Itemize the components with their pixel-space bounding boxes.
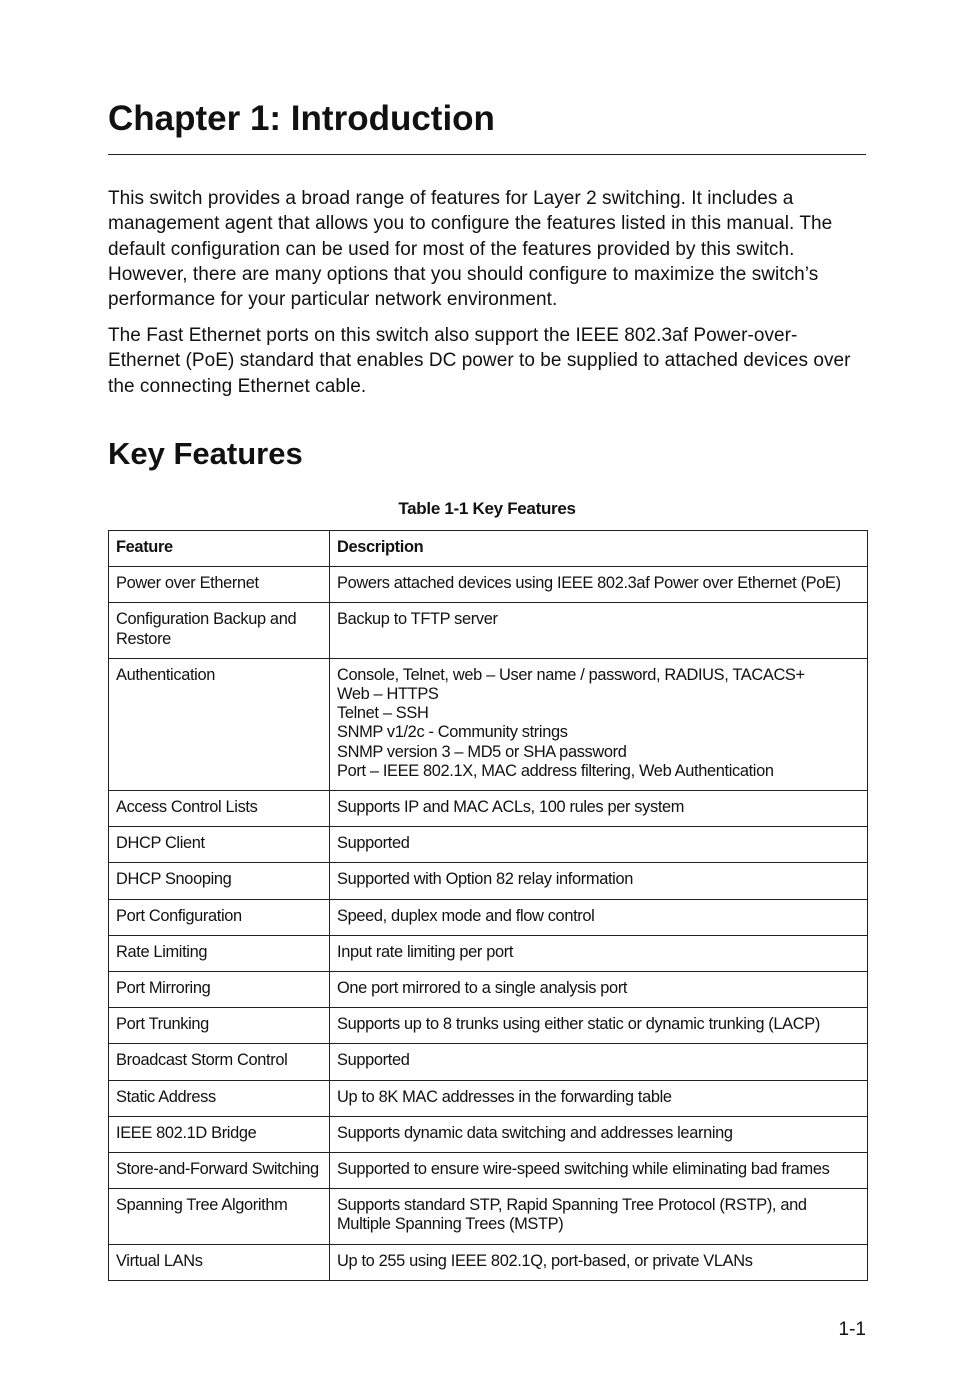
table-row	[109, 863, 868, 899]
table-row	[109, 1244, 868, 1280]
section-title-key-features: Key Features	[108, 436, 303, 471]
description-cell: Supported to ensure wire-speed switching while eliminating bad frames	[330, 1153, 868, 1189]
description-cell: Console, Telnet, web – User name / password, RADIUS, TACACS+ Web – HTTPS Telnet – SSH SNMP v1/2c - Community strings SNMP version 3 – MD5 or SHA password Port – IEEE 802.1X, MAC address filtering, Web Authentication	[330, 658, 868, 790]
description-cell: Backup to TFTP server	[330, 603, 868, 658]
table-row	[109, 827, 868, 863]
feature-cell: Spanning Tree Algorithm	[109, 1189, 330, 1244]
feature-cell: Configuration Backup and Restore	[109, 603, 330, 658]
description-cell: Supported	[330, 827, 868, 863]
description-cell: Supports up to 8 trunks using either static or dynamic trunking (LACP)	[330, 1008, 868, 1044]
chapter-title: Chapter 1: Introduction	[108, 99, 495, 138]
description-cell: Supports IP and MAC ACLs, 100 rules per system	[330, 791, 868, 827]
feature-cell: DHCP Client	[109, 827, 330, 863]
table-row	[109, 1044, 868, 1080]
intro-paragraph-2: The Fast Ethernet ports on this switch also support the IEEE 802.3af Power-over-Ethernet (PoE) standard that enables DC power to be supplied to attached devices over the connecting Ethernet cable.	[108, 325, 851, 397]
table-row	[109, 899, 868, 935]
description-cell: Input rate limiting per port	[330, 935, 868, 971]
description-cell: Supports standard STP, Rapid Spanning Tree Protocol (RSTP), and Multiple Spanning Trees (MSTP)	[330, 1189, 868, 1244]
description-cell: Up to 255 using IEEE 802.1Q, port-based, or private VLANs	[330, 1244, 868, 1280]
intro-paragraph-1: This switch provides a broad range of features for Layer 2 switching. It includes a management agent that allows you to configure the features listed in this manual. The default configuration can be used for most of the features provided by this switch. However, there are many options that you should configure to maximize the switch’s performance for your particular network environment.	[108, 188, 833, 311]
table-row	[109, 1189, 868, 1244]
description-cell: Supported with Option 82 relay information	[330, 863, 868, 899]
table-row	[109, 567, 868, 603]
header-feature: Feature	[109, 531, 330, 567]
feature-cell: Store-and-Forward Switching	[109, 1153, 330, 1189]
description-cell: Supports dynamic data switching and addresses learning	[330, 1116, 868, 1152]
feature-cell: Authentication	[109, 658, 330, 790]
description-cell: Supported	[330, 1044, 868, 1080]
table-row	[109, 603, 868, 658]
feature-cell: DHCP Snooping	[109, 863, 330, 899]
table-row	[109, 791, 868, 827]
feature-cell: Power over Ethernet	[109, 567, 330, 603]
table-caption: Table 1-1 Key Features	[398, 499, 576, 518]
feature-cell: Port Configuration	[109, 899, 330, 935]
chapter-divider	[108, 154, 866, 155]
header-description: Description	[330, 531, 868, 567]
feature-cell: Rate Limiting	[109, 935, 330, 971]
table-header-row	[109, 531, 868, 567]
description-cell: Powers attached devices using IEEE 802.3af Power over Ethernet (PoE)	[330, 567, 868, 603]
feature-cell: Access Control Lists	[109, 791, 330, 827]
table-row	[109, 1080, 868, 1116]
table-body	[109, 567, 868, 1281]
table-row	[109, 1008, 868, 1044]
table-row	[109, 1153, 868, 1189]
feature-cell: Port Mirroring	[109, 972, 330, 1008]
table-row	[109, 1116, 868, 1152]
table-row	[109, 972, 868, 1008]
description-cell: Up to 8K MAC addresses in the forwarding table	[330, 1080, 868, 1116]
table-row	[109, 935, 868, 971]
feature-cell: Virtual LANs	[109, 1244, 330, 1280]
feature-cell: Port Trunking	[109, 1008, 330, 1044]
feature-cell: IEEE 802.1D Bridge	[109, 1116, 330, 1152]
key-features-table	[108, 530, 868, 1281]
table-row	[109, 658, 868, 790]
feature-cell: Broadcast Storm Control	[109, 1044, 330, 1080]
feature-cell: Static Address	[109, 1080, 330, 1116]
description-cell: Speed, duplex mode and flow control	[330, 899, 868, 935]
page-number: 1-1	[838, 1319, 866, 1340]
description-cell: One port mirrored to a single analysis port	[330, 972, 868, 1008]
